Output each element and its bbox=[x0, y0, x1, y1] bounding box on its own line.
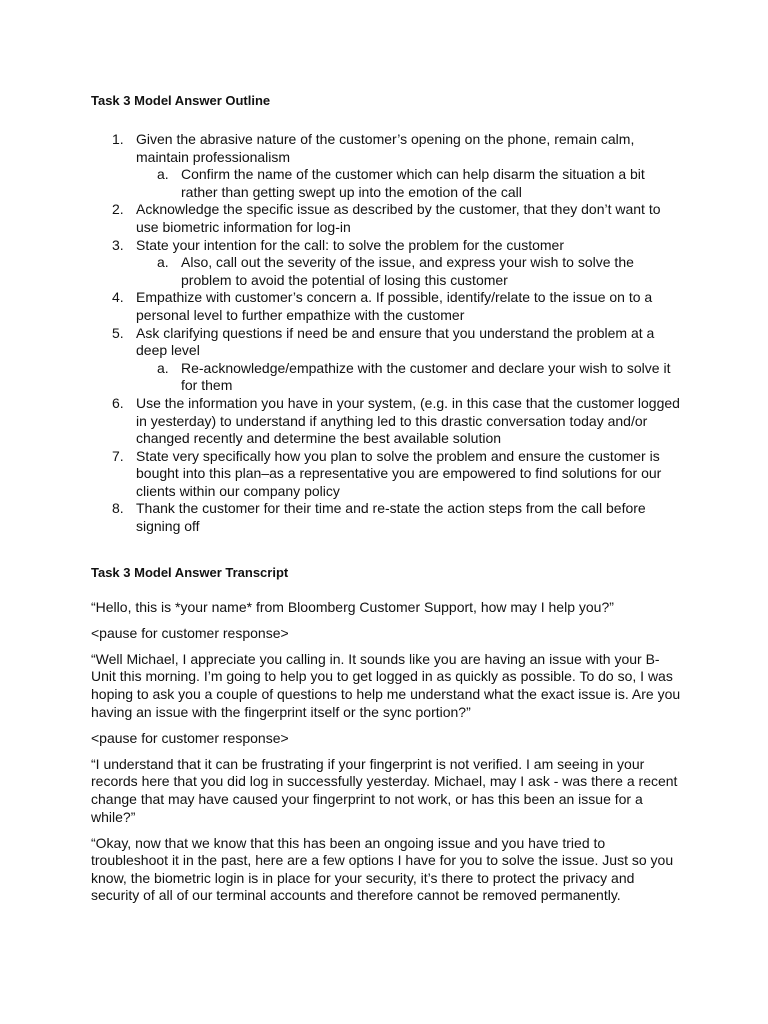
list-item bbox=[91, 237, 681, 290]
outline-heading: Task 3 Model Answer Outline bbox=[91, 93, 271, 108]
item-number: 8. bbox=[112, 500, 124, 517]
transcript-paragraph: <pause for customer response> bbox=[91, 729, 289, 746]
list-item bbox=[91, 448, 681, 501]
list-item bbox=[91, 325, 681, 395]
item-text: State very specifically how you plan to solve the problem and ensure the customer is bought into this plan–as a representative you are empowered to find solutions for our clients within our company policy bbox=[136, 447, 662, 499]
item-text: Acknowledge the specific issue as described by the customer, that they don’t want to use biometric information for log-in bbox=[136, 201, 661, 235]
item-text: Given the abrasive nature of the customer’s opening on the phone, remain calm, maintain professionalism bbox=[136, 131, 635, 165]
item-number: 7. bbox=[112, 447, 124, 464]
outline-list bbox=[91, 131, 681, 536]
sub-list-item bbox=[136, 360, 681, 395]
transcript-heading: Task 3 Model Answer Transcript bbox=[91, 564, 289, 580]
item-number: 3. bbox=[112, 236, 124, 253]
item-number: 2. bbox=[112, 201, 124, 218]
transcript-paragraph: “I understand that it can be frustrating if your fingerprint is not verified. I am seeing in your records here that you did log in successfully yesterday. Michael, may I ask - was there a recent change that may have caused your fingerprint to not work, or has this been an issue for a while?” bbox=[91, 755, 678, 825]
sub-list bbox=[136, 254, 681, 289]
item-number: 5. bbox=[112, 324, 124, 341]
sub-item-letter: a. bbox=[157, 359, 169, 376]
sub-item-text: Also, call out the severity of the issue, and express your wish to solve the problem to avoid the potential of losing this customer bbox=[181, 254, 634, 288]
item-text: Ask clarifying questions if need be and ensure that you understand the problem at a deep level bbox=[136, 324, 655, 359]
item-number: 1. bbox=[112, 131, 124, 147]
sub-list bbox=[136, 360, 681, 395]
transcript-paragraph: <pause for customer response> bbox=[91, 624, 289, 641]
item-number: 4. bbox=[112, 289, 124, 306]
sub-item-text: Re-acknowledge/empathize with the customer and declare your wish to solve it for them bbox=[181, 359, 671, 394]
item-text: Thank the customer for their time and re-state the action steps from the call before signing off bbox=[136, 500, 646, 535]
sub-item-letter: a. bbox=[157, 166, 169, 183]
item-number: 6. bbox=[112, 394, 124, 411]
item-text: Use the information you have in your system, (e.g. in this case that the customer logged in yesterday) to understand if anything led to this drastic conversation today and/or changed recently and determine the best available solution bbox=[136, 394, 680, 447]
sub-list-item bbox=[136, 166, 681, 201]
sub-item-letter: a. bbox=[157, 254, 169, 271]
item-text: Empathize with customer’s concern a. If possible, identify/relate to the issue on to a personal level to further empathize with the customer bbox=[136, 289, 653, 323]
list-item bbox=[91, 131, 681, 201]
sub-item-text: Confirm the name of the customer which can help disarm the situation a bit rather than getting swept up into the emotion of the call bbox=[181, 166, 645, 200]
transcript-paragraph: “Okay, now that we know that this has been an ongoing issue and you have tried to troubleshoot it in the past, here are a few options I have for you to solve the issue. Just so you know, the biometric login is in place for your security, it’s there to protect the privacy and security of all of our terminal accounts and therefore cannot be removed permanently. bbox=[91, 834, 674, 904]
sub-list-item bbox=[136, 254, 681, 289]
sub-list bbox=[136, 166, 681, 201]
item-text: State your intention for the call: to solve the problem for the customer bbox=[136, 236, 564, 253]
list-item bbox=[91, 289, 681, 324]
list-item bbox=[91, 201, 681, 236]
transcript-paragraph: “Hello, this is *your name* from Bloomberg Customer Support, how may I help you?” bbox=[91, 598, 614, 615]
document-page bbox=[91, 92, 681, 914]
list-item bbox=[91, 500, 681, 535]
transcript-paragraph: “Well Michael, I appreciate you calling in. It sounds like you are having an issue with your B-Unit this morning. I’m going to help you to get logged in as quickly as possible. To do so, I was hoping to ask you a couple of questions to help me understand what the exact issue is. Are you having an issue with the fingerprint itself or the sync portion?” bbox=[91, 650, 681, 720]
list-item bbox=[91, 395, 681, 448]
